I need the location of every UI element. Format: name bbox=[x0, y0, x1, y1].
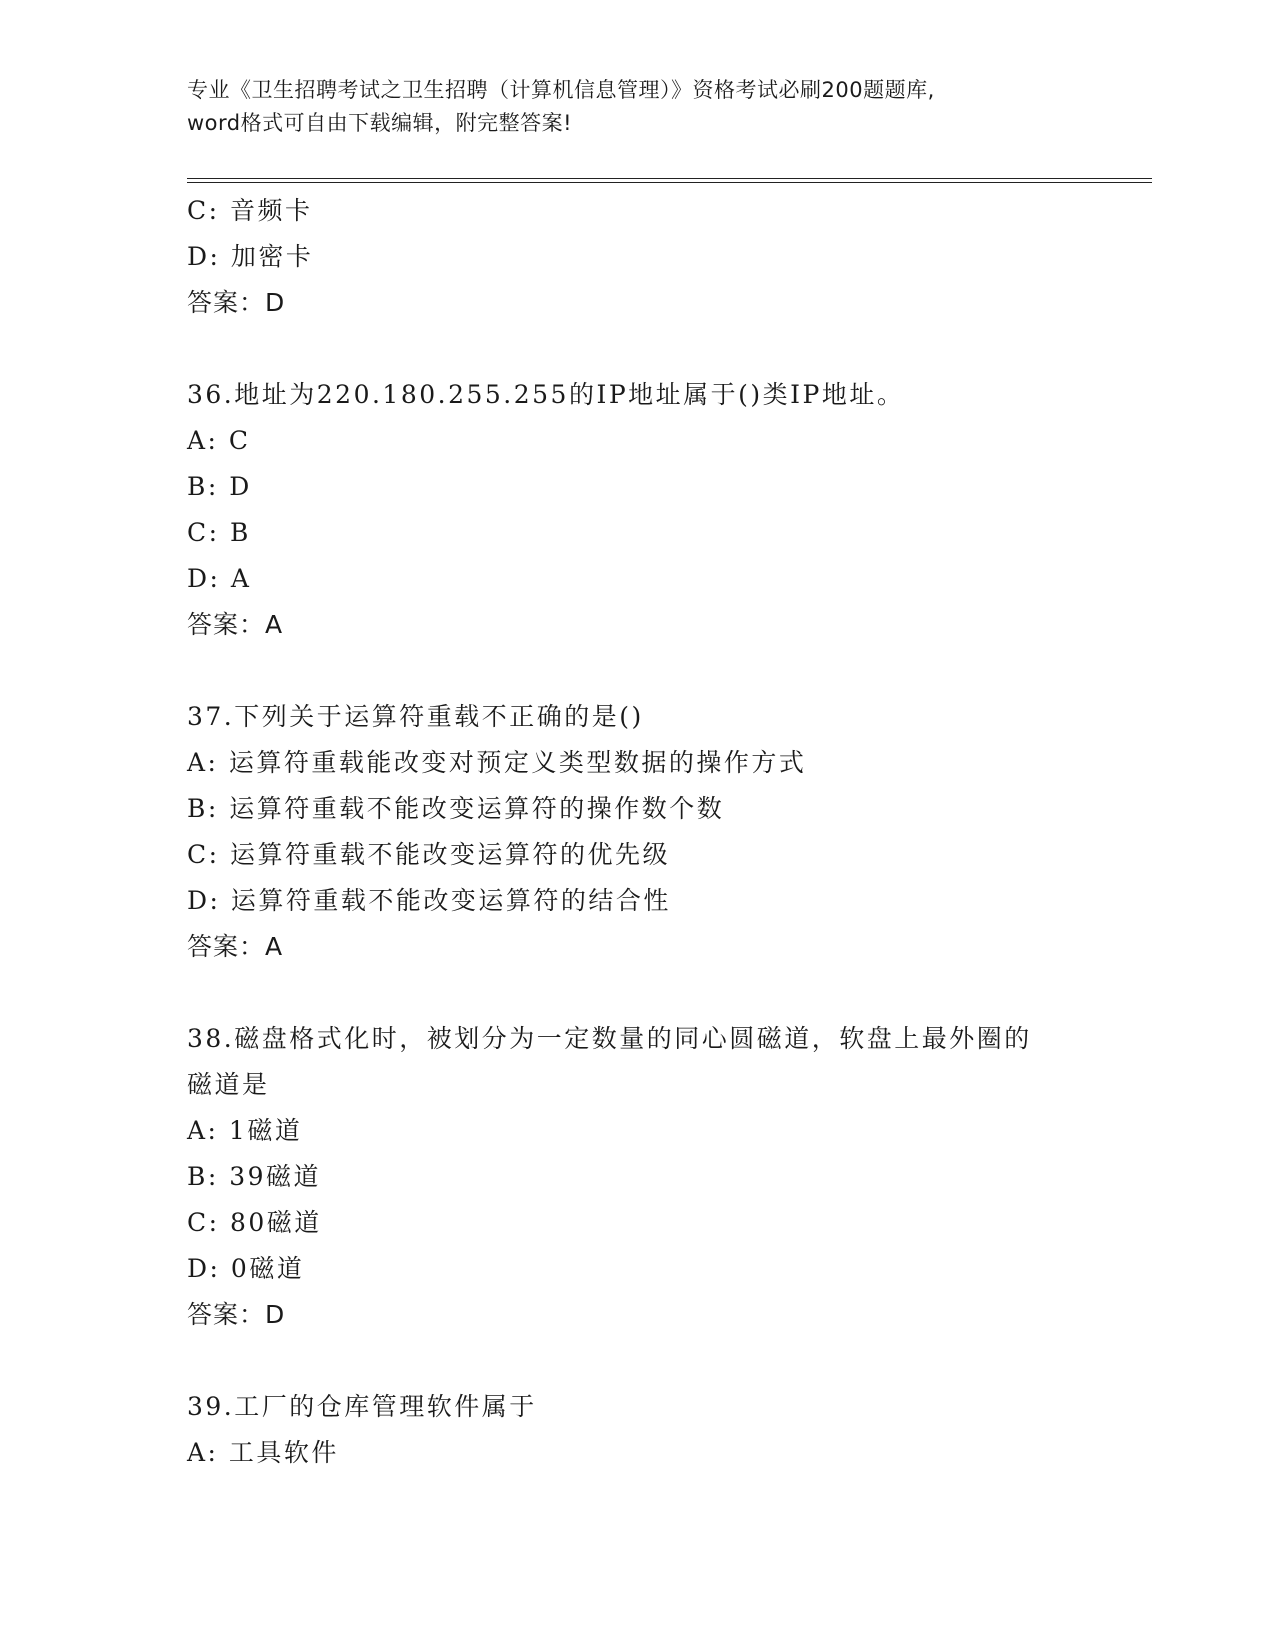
spacer bbox=[187, 326, 1147, 372]
spacer bbox=[187, 648, 1147, 694]
header-divider-top bbox=[187, 178, 1152, 179]
option-c: C: 音频卡 bbox=[187, 196, 313, 225]
option-b: B: 39磁道 bbox=[187, 1162, 322, 1191]
option-c: C: 80磁道 bbox=[187, 1208, 322, 1237]
question-stem: 38.磁盘格式化时，被划分为一定数量的同心圆磁道，软盘上最外圈的 bbox=[187, 1024, 1032, 1053]
option-d: D: A bbox=[187, 564, 252, 593]
header-title-line-1: 专业《卫生招聘考试之卫生招聘（计算机信息管理）》资格考试必刷200题题库, bbox=[187, 78, 935, 102]
question-39 bbox=[187, 1384, 1147, 1476]
question-35-tail bbox=[187, 188, 1147, 326]
option-c: C: B bbox=[187, 518, 251, 547]
spacer bbox=[187, 1338, 1147, 1384]
question-stem-continued: 磁道是 bbox=[187, 1070, 270, 1099]
option-d: D: 运算符重载不能改变运算符的结合性 bbox=[187, 886, 671, 915]
option-a: A: C bbox=[187, 426, 251, 455]
header-divider-bottom bbox=[187, 182, 1152, 183]
option-b: B: D bbox=[187, 472, 252, 501]
option-b: B: 运算符重载不能改变运算符的操作数个数 bbox=[187, 794, 725, 823]
option-d: D: 加密卡 bbox=[187, 242, 314, 271]
answer-line: 答案：A bbox=[187, 932, 284, 961]
spacer bbox=[187, 970, 1147, 1016]
question-list bbox=[187, 188, 1147, 1476]
question-38 bbox=[187, 1016, 1147, 1338]
answer-line: 答案：A bbox=[187, 610, 284, 639]
question-stem: 37.下列关于运算符重载不正确的是() bbox=[187, 702, 644, 731]
question-stem: 36.地址为220.180.255.255的IP地址属于()类IP地址。 bbox=[187, 380, 905, 409]
question-36 bbox=[187, 372, 1147, 648]
question-37 bbox=[187, 694, 1147, 970]
answer-line: 答案：D bbox=[187, 288, 286, 317]
option-c: C: 运算符重载不能改变运算符的优先级 bbox=[187, 840, 670, 869]
option-a: A: 运算符重载能改变对预定义类型数据的操作方式 bbox=[187, 748, 807, 777]
header-title-line-2: word格式可自由下载编辑，附完整答案! bbox=[187, 111, 573, 135]
document-header bbox=[187, 74, 1087, 140]
option-d: D: 0磁道 bbox=[187, 1254, 305, 1283]
option-a: A: 1磁道 bbox=[187, 1116, 303, 1145]
question-stem: 39.工厂的仓库管理软件属于 bbox=[187, 1392, 537, 1421]
option-a: A: 工具软件 bbox=[187, 1438, 339, 1467]
answer-line: 答案：D bbox=[187, 1300, 286, 1329]
